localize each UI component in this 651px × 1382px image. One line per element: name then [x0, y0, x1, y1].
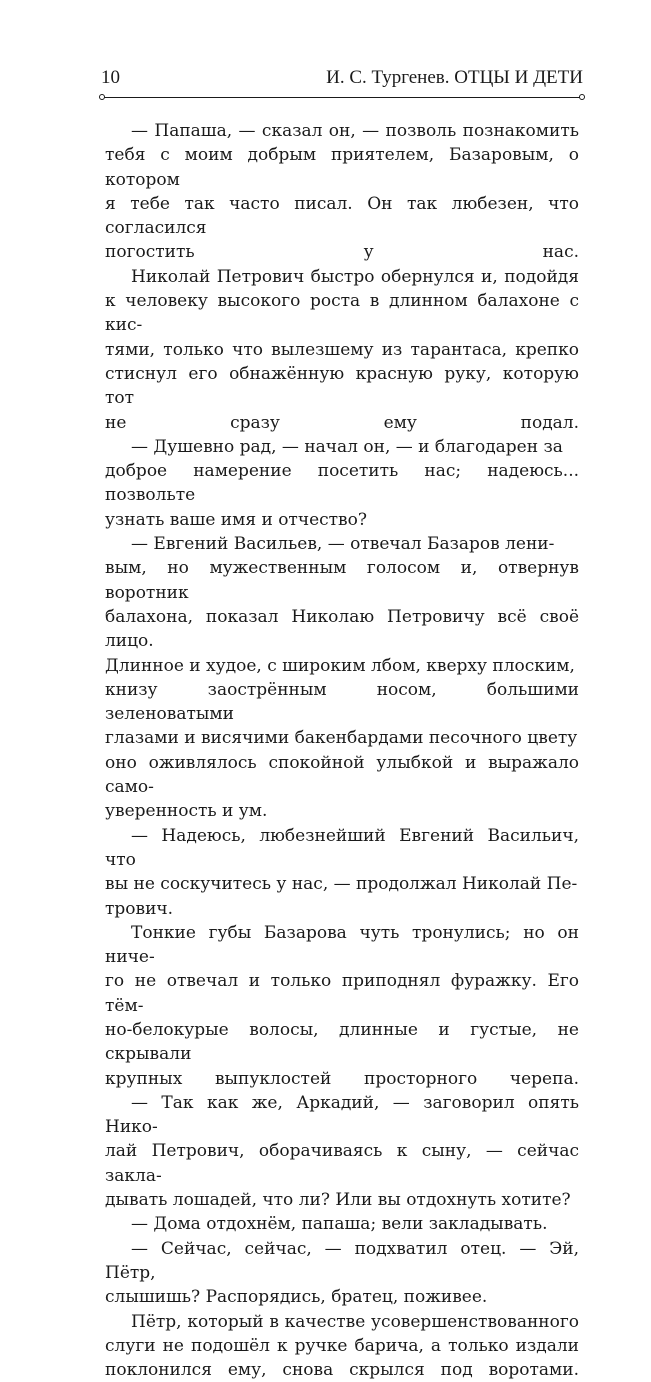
page-number: 10: [101, 67, 120, 88]
rule-line: [104, 97, 580, 98]
paragraph-3: — Душевно рад, — начал он, — и благодарен за доброе намерение посетить нас; надеюсь... позвольте узнать ваше имя и отчество?: [105, 436, 579, 530]
header-rule: [99, 94, 585, 102]
paragraph-1: — Папаша, — сказал он, — позволь познакомить тебя с моим добрым приятелем, Базаровым, о котором я тебе так часто писал. Он так любезен, что согласился погостить у нас.: [105, 121, 579, 263]
paragraph-10: Пётр, который в качестве усовершенствованного слуги не подошёл к ручке барича, а только издали поклонился ему, снова скрылся под воротами.: [105, 1311, 579, 1381]
page-header: [99, 66, 585, 90]
rule-right-dot: [579, 94, 585, 100]
paragraph-9: — Сейчас, сейчас, — подхватил отец. — Эй, Пётр, слышишь? Распорядись, братец, поживее.: [105, 1238, 579, 1308]
paragraph-8: — Дома отдохнём, папаша; вели закладывать.: [131, 1214, 548, 1235]
paragraph-2: Николай Петрович быстро обернулся и, подойдя к человеку высокого роста в длинном балахоне с кис- тями, только что вылезшему из тарантаса, крепко стиснул его обнажённую красную руку, которую тот не сразу ему подал.: [105, 266, 579, 433]
paragraph-7: — Так как же, Аркадий, — заговорил опять Нико- лай Петрович, оборачиваясь к сыну, — сейчас закла- дывать лошадей, что ли? Или вы отдохнуть хотите?: [105, 1092, 579, 1211]
running-title: И. С. Тургенев. ОТЦЫ И ДЕТИ: [326, 67, 583, 88]
paragraph-5: — Надеюсь, любезнейший Евгений Васильич, что вы не соскучитесь у нас, — продолжал Николай Пе- трович.: [105, 825, 579, 919]
paragraph-6: Тонкие губы Базарова чуть тронулись; но он ниче- го не отвечал и только приподнял фуражку. Его тём- но-белокурые волосы, длинные и густые, не скрывали крупных выпуклостей просторного черепа.: [105, 922, 579, 1089]
paragraph-4: — Евгений Васильев, — отвечал Базаров лени- вым, но мужественным голосом и, отвернув воротник балахона, показал Николаю Петровичу всё своё лицо. Длинное и худое, с широким лбом, кверху плоским, книзу заострённым носом, большими зеленоватыми глазами и висячими бакенбардами песочного цвету оно оживлялось спокойной улыбкой и выражало само- уверенность и ум.: [105, 534, 579, 822]
text-body: [105, 119, 579, 1382]
